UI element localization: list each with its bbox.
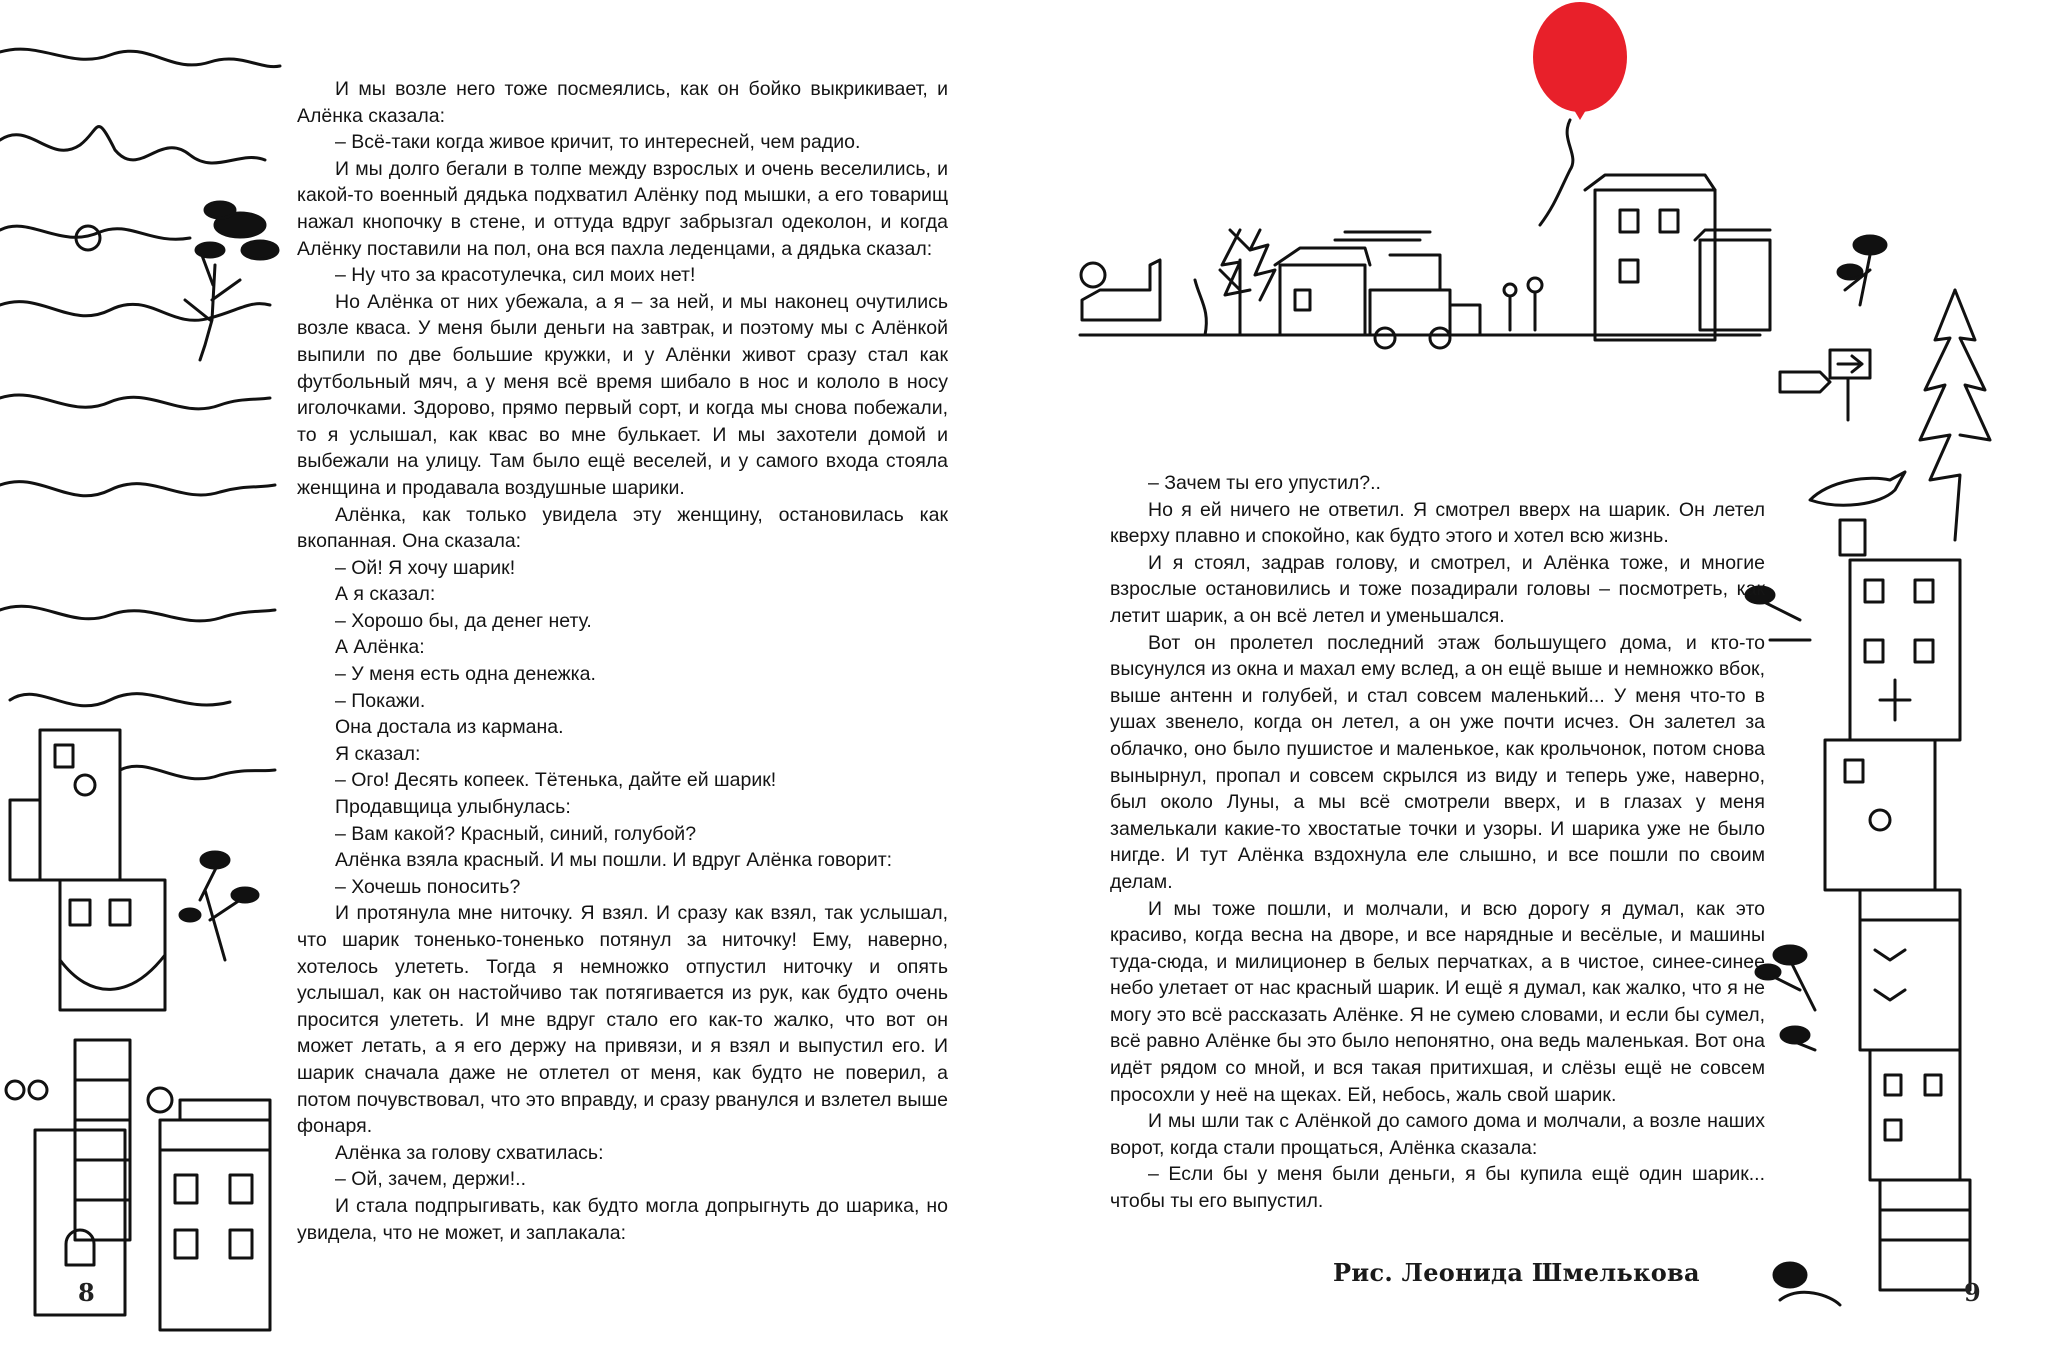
paragraph: – Если бы у меня были деньги, я бы купила ещё один шарик... чтобы ты его выпустил. [1110, 1163, 1765, 1213]
paragraph: И мы возле него тоже посмеялись, как он бойко выкрикивает, и Алёнка сказала: [297, 78, 948, 127]
illustrator-caption: Рис. Леонида Шмелькова [1333, 1258, 1700, 1287]
paragraph: А я сказал: [335, 583, 436, 606]
paragraph: – Ну что за красотулечка, сил моих нет! [335, 264, 696, 287]
paragraph: – У меня есть одна денежка. [335, 663, 596, 686]
wheel-icon [1081, 263, 1105, 287]
wavy-line-8 [10, 694, 230, 706]
left-chimney [75, 1040, 130, 1240]
paragraph: Но я ей ничего не ответил. Я смотрел вверх на шарик. Он летел кверху плавно и спокойно, как будто этого и хотел всю жизнь. [1110, 498, 1765, 548]
paragraph: – Вам какой? Красный, синий, голубой? [335, 822, 697, 845]
wavy-line-4 [0, 302, 270, 321]
paragraph: И мы тоже пошли, и молчали, и всю дорогу я думал, как это красиво, когда весна на дворе, и все нарядные и весёлые, и машины туда-сюда, и милиционер в белых перчатках, а в чистое, синее-синее небо улетает от нас красный шарик. И ещё я думал, как жалко, что я не могу это всё рассказать Алёнке. Я не сумею словами, и если бы сумел, всё равно Алёнке бы это было непонятно, она ведь маленькая. Вот она идёт рядом со мной, и вся такая притихшая, и слёзы ещё не совсем просохли у неё на щеках. Ей, небось, жаль свой шарик. [1110, 897, 1765, 1106]
paragraph: – Зачем ты его упустил?.. [1148, 472, 1381, 494]
paragraph: – Всё-таки когда живое кричит, то интересней, чем радио. [335, 131, 861, 154]
paragraph: Я сказал: [335, 742, 421, 765]
right-tower-2 [1860, 890, 1960, 1050]
left-tower-top [40, 730, 120, 880]
paragraph: Вот он пролетел последний этаж большущего дома, и кто-то высунулся из окна и махал ему вслед, а он ещё выше и немножко вбок, выше антенн и голубей, и стал совсем маленький... У меня что-то в ушах звенело, когда он летел, а он уже почти исчез. Он залетел за облачко, оно было пушистое и маленькое, как крольчонок, потом снова вынырнул, пропал и совсем скрылся из виду и теперь уже, наверно, был около Луны, а мы всё смотрели вверх, и в глазах у меня замелькали какие-то хвостатые точки и узоры. И шарика уже не было нигде. И тут Алёнка вздохнула еле слышно, и все пошли по своим делам. [1110, 631, 1765, 893]
paragraph: Алёнка взяла красный. И мы пошли. И вдруг Алёнка говорит: [335, 849, 893, 872]
paragraph: – Ой, зачем, держи!.. [335, 1168, 527, 1191]
right-page-text [1110, 470, 1765, 1215]
red-balloon [1533, 2, 1627, 112]
paragraph: – Покажи. [335, 689, 426, 712]
wavy-line-7 [0, 606, 275, 621]
page-number-left: 8 [78, 1278, 95, 1307]
paragraph: Алёнка, как только увидела эту женщину, остановилась как вкопанная. Она сказала: [297, 503, 948, 553]
wavy-line-6 [0, 482, 275, 496]
paragraph: Но Алёнка от них убежала, а я – за ней, и мы наконец очутились возле кваса. У меня были деньги на завтрак, и поэтому мы с Алёнкой выпили по две большие кружки, и у Алёнки живот сразу стал как футбольный мяч, а у меня всё время шибало в нос и кололо в носу иголочками. Здорово, прямо первый сорт, и когда мы снова побежали, то я услышал, как квас во мне булькает. И мы захотели домой и выбежали на улицу. Там было ещё веселей, и у самого входа стояла женщина и продавала воздушные шарики. [297, 290, 948, 499]
tall-house [1595, 190, 1715, 340]
paragraph: – Ой! Я хочу шарик! [335, 556, 516, 579]
left-page-text [297, 76, 948, 1246]
paragraph: – Хорошо бы, да денег нету. [335, 609, 592, 632]
balloon-string [1540, 120, 1573, 225]
paragraph: – Хочешь поносить? [335, 875, 521, 898]
tree-right-top [1250, 230, 1275, 300]
wavy-line-5 [0, 395, 270, 409]
paragraph: И стала подпрыгивать, как будто могла допрыгнуть до шарика, но увидела, что не может, и заплакала: [297, 1194, 948, 1244]
paragraph: А Алёнка: [335, 636, 425, 659]
bird [1810, 472, 1905, 505]
paragraph: Продавщица улыбнулась: [335, 796, 571, 819]
paragraph: – Ого! Десять копеек. Тётенька, дайте ей шарик! [335, 769, 777, 792]
page-number-right: 9 [1964, 1278, 1981, 1307]
fir-tree [1920, 290, 1960, 540]
paragraph: И протянула мне ниточку. Я взял. И сразу как взял, так услышал, что шарик тоненько-тоненько потянул за ниточку! Ему, наверно, хотелось улететь. Тогда я немножко отпустил ниточку и опять услышал, как он настойчиво так потягивается из рук, как будто очень просится улететь. И мне вдруг стало его как-то жалко, что вот он может летать, а я его держу на привязи, и я взял и выпустил его. И шарик сначала даже не отлетел от меня, как будто не поверил, а потом почувствовал, что это вправду, и сразу рванулся и взлетел выше фонаря. [297, 902, 948, 1138]
boot [1082, 260, 1160, 320]
truck [1370, 255, 1450, 335]
paragraph: И мы шли так с Алёнкой до самого дома и молчали, а возле наших ворот, когда стали прощаться, Алёнка сказала: [1110, 1110, 1765, 1159]
wavy-line-2 [0, 127, 265, 164]
paragraph: Алёнка за голову схватилась: [335, 1141, 604, 1164]
paragraph: И мы долго бегали в толпе между взрослых и очень веселились, и какой-то военный дядька подхватил Алёнку под мышки, а его товарищ нажал кнопочку в стене, и оттуда вдруг забрызгал одеколон, и когда Алёнку поставили на пол, она вся пахла леденцами, а дядька сказал: [297, 157, 948, 260]
paragraph: И я стоял, задрав голову, и смотрел, и Алёнка тоже, и многие взрослые остановились и тоже позадирали головы – посмотреть, как летит шарик, а он всё летел и уменьшался. [1110, 551, 1765, 627]
wavy-line-9 [120, 766, 275, 779]
paragraph: Она достала из кармана. [335, 716, 564, 739]
wavy-line-1 [0, 49, 280, 66]
